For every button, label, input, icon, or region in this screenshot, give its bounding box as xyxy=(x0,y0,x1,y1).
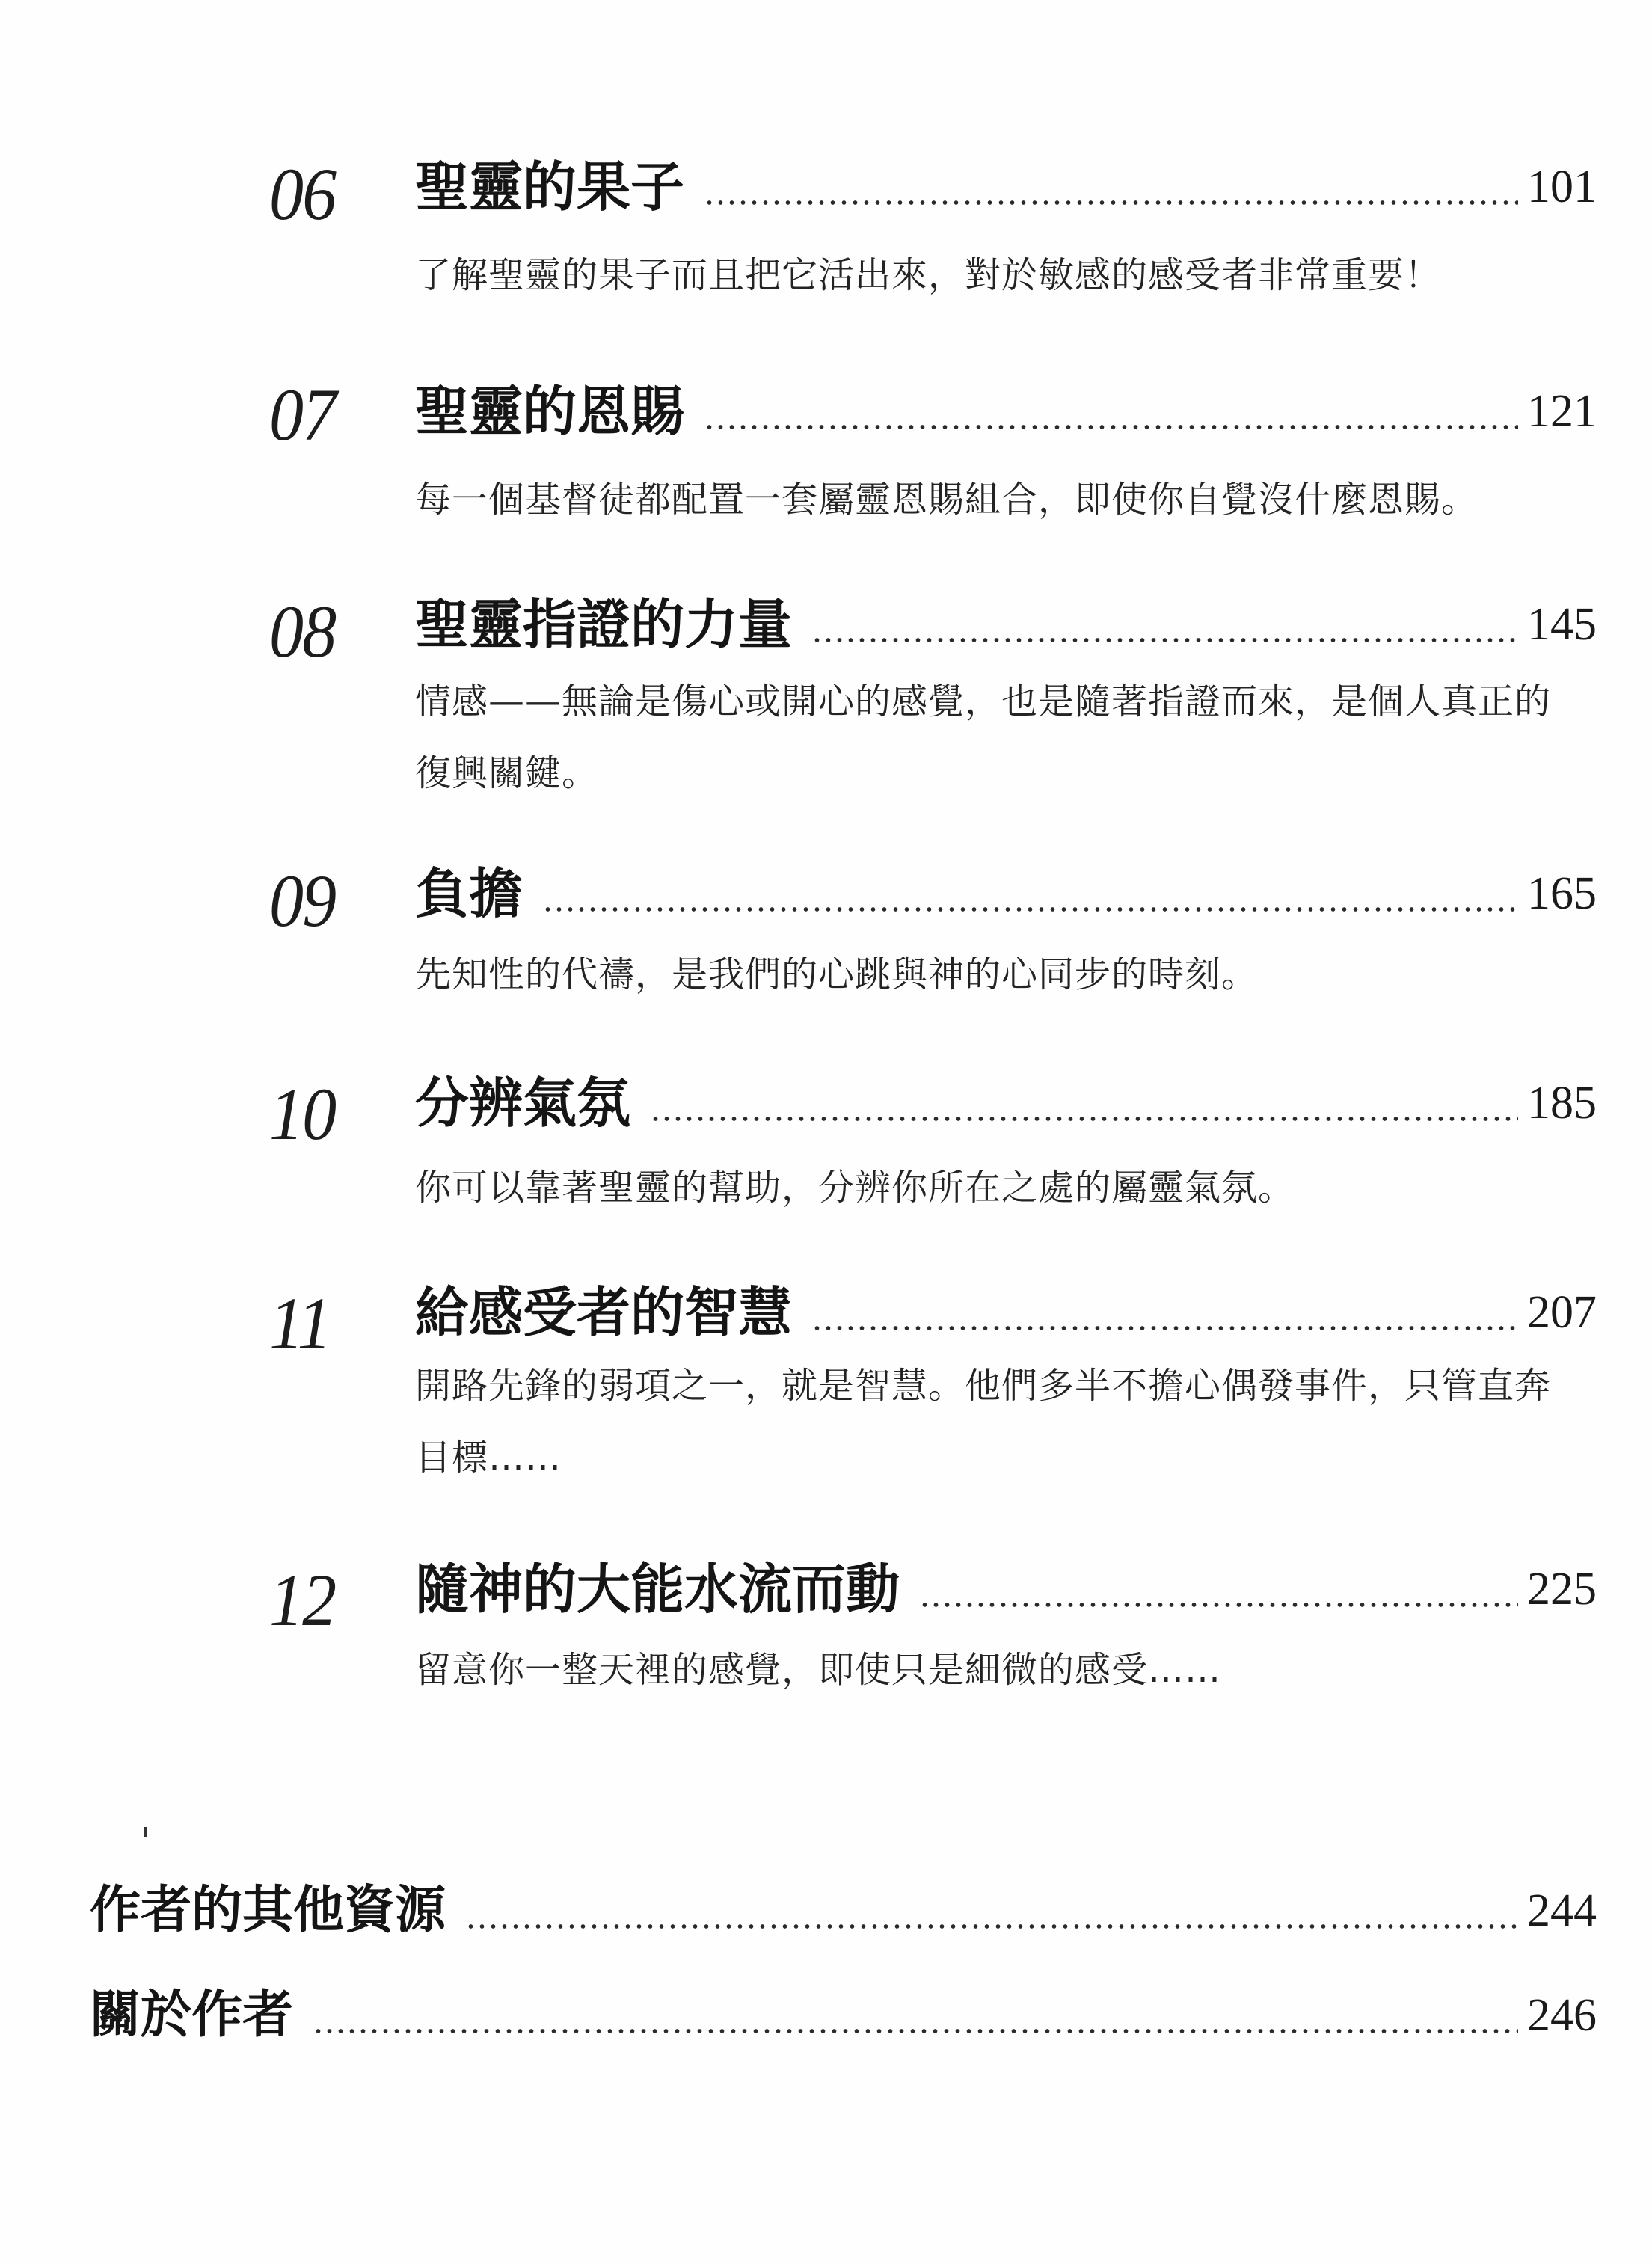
chapter-title: 聖靈的果子 xyxy=(415,155,685,218)
dot-leader xyxy=(919,1602,1518,1608)
chapter-description: 了解聖靈的果子而且把它活出來，對於敏感的感受者非常重要！ xyxy=(415,254,1442,296)
chapter-title: 給感受者的智慧 xyxy=(415,1280,793,1344)
chapter-number: 08 xyxy=(269,590,336,673)
chapter-description: 情感——無論是傷心或開心的感覺，也是隨著指證而來，是個人真正的復興關鍵。 xyxy=(415,681,1552,794)
dot-leader xyxy=(542,906,1518,912)
chapter-title: 聖靈指證的力量 xyxy=(415,592,793,656)
dot-leader xyxy=(704,200,1518,206)
dot-leader xyxy=(313,2028,1518,2034)
chapter-title: 負擔 xyxy=(415,862,523,925)
chapter-description: 你可以靠著聖靈的幫助，分辨你所在之處的屬靈氣氛。 xyxy=(415,1167,1295,1209)
dot-leader xyxy=(650,1116,1518,1122)
entry-title: 作者的其他資源 xyxy=(90,1881,446,1940)
chapter-number: 09 xyxy=(269,859,336,942)
scan-mark xyxy=(144,1827,147,1837)
chapter-number: 12 xyxy=(269,1559,336,1642)
toc-entry-other-resources[interactable] xyxy=(90,1870,1597,1944)
page-number: 101 xyxy=(1527,162,1597,212)
entry-title: 關於作者 xyxy=(90,1986,294,2045)
dot-leader xyxy=(465,1923,1518,1929)
page-number: 185 xyxy=(1527,1078,1597,1129)
chapter-title: 隨神的大能水流而動 xyxy=(415,1557,900,1621)
chapter-number: 11 xyxy=(269,1282,331,1365)
chapter-title: 分辨氣氛 xyxy=(415,1071,631,1134)
page-number: 225 xyxy=(1527,1564,1597,1615)
page-number: 165 xyxy=(1527,868,1597,919)
page-number: 246 xyxy=(1527,1990,1597,2041)
page-number: 145 xyxy=(1527,599,1597,650)
chapter-number: 06 xyxy=(269,153,336,236)
dot-leader xyxy=(811,1325,1518,1331)
chapter-description: 開路先鋒的弱項之一，就是智慧。他們多半不擔心偶發事件，只管直奔目標…… xyxy=(415,1365,1552,1479)
chapter-description: 先知性的代禱，是我們的心跳與神的心同步的時刻。 xyxy=(415,954,1259,995)
chapter-title: 聖靈的恩賜 xyxy=(415,379,685,443)
dot-leader xyxy=(704,424,1518,430)
chapter-number: 07 xyxy=(269,373,336,456)
chapter-description: 留意你一整天裡的感覺，即使只是細微的感受…… xyxy=(415,1649,1222,1691)
page-number: 207 xyxy=(1527,1287,1597,1338)
chapter-number: 10 xyxy=(269,1072,336,1155)
page-number: 244 xyxy=(1527,1885,1597,1936)
dot-leader xyxy=(811,637,1518,643)
toc-entry-about-author[interactable] xyxy=(90,1974,1597,2049)
chapter-description: 每一個基督徒都配置一套屬靈恩賜組合，即使你自覺沒什麼恩賜。 xyxy=(415,479,1478,521)
page-number: 121 xyxy=(1527,386,1597,437)
